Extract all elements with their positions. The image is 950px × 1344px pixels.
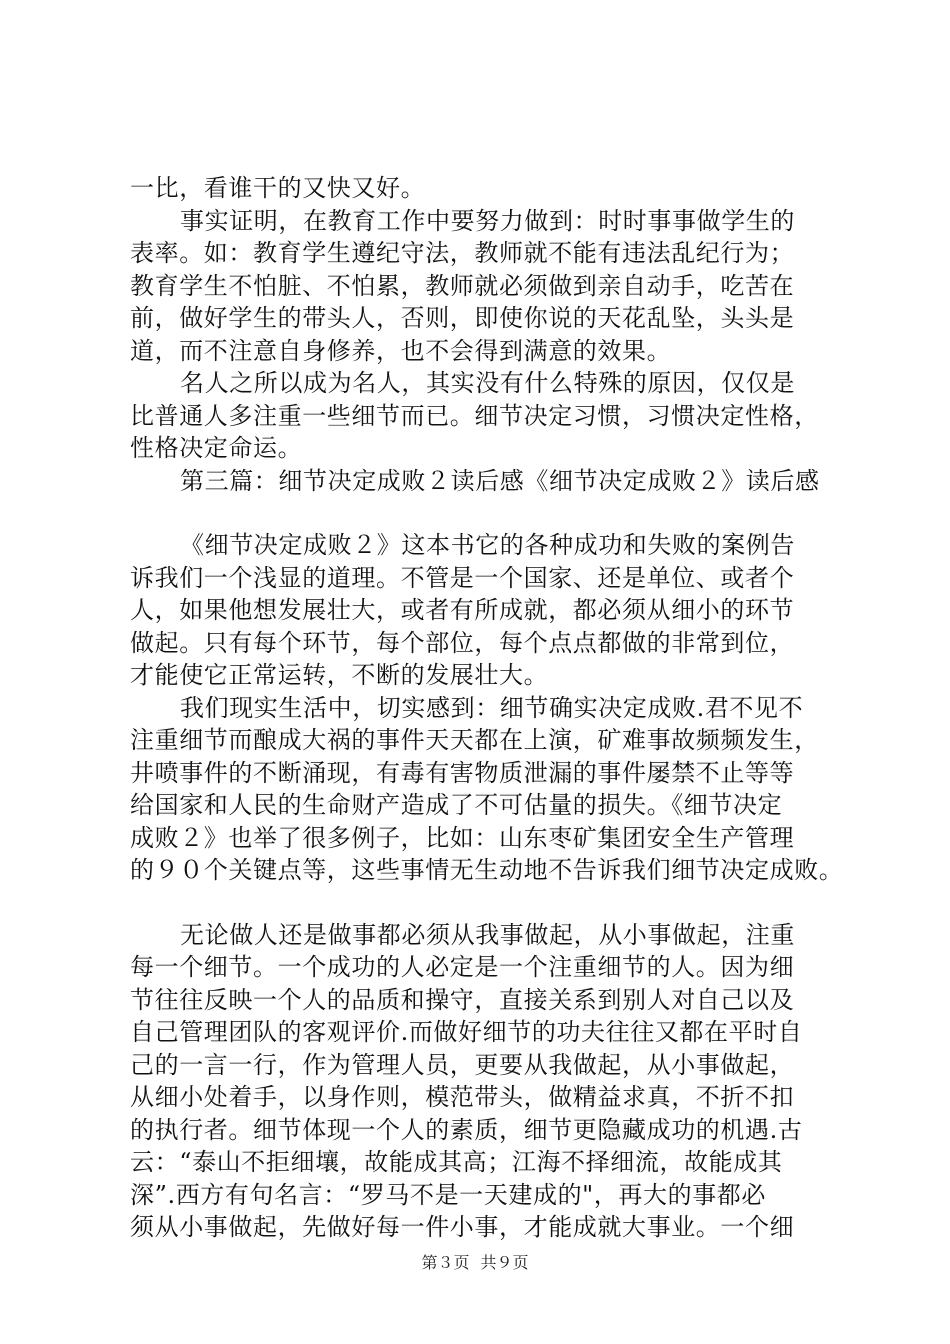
text-line: 教育学生不怕脏、不怕累，教师就必须做到亲自动手，吃苦在 — [130, 271, 795, 300]
text-line: 节往往反映一个人的品质和操守，直接关系到别人对自己以及 — [130, 985, 795, 1014]
text-line: 云：“泰山不拒细壤，故能成其高；江海不择细流，故能成其 — [130, 1148, 783, 1176]
text-line: 深”.西方有句名言：“罗马不是一天建成的"，再大的事都必 — [130, 1180, 767, 1209]
document-body — [130, 172, 844, 1244]
paragraph-start-line: 《细节决定成败２》这本书它的各种成功和失败的案例告 — [180, 531, 795, 559]
text-line: 己的一言一行，作为管理人员，更要从我做起，从小事做起， — [130, 1050, 795, 1079]
paragraph-start-line: 事实证明，在教育工作中要努力做到：时时事事做学生的 — [180, 206, 795, 235]
page-footer — [0, 1250, 950, 1273]
paragraph-start-line: 我们现实生活中，切实感到：细节确实决定成败.君不见不 — [180, 693, 804, 722]
section-heading: 第三篇：细节决定成败２读后感《细节决定成败２》读后感 — [180, 466, 820, 495]
page-total: 共９页 — [480, 1253, 529, 1272]
text-line: 一比，看谁干的又快又好。 — [130, 174, 426, 202]
paragraph-gap — [130, 497, 835, 529]
text-line: 诉我们一个浅显的道理。不管是一个国家、还是单位、或者个 — [130, 563, 795, 592]
text-line: 人，如果他想发展壮大，或者有所成就，都必须从细小的环节 — [130, 596, 795, 624]
text-line: 自己管理团队的客观评价.而做好细节的功夫往往又都在平时自 — [130, 1018, 803, 1046]
paragraph-start-line: 无论做人还是做事都必须从我事做起，从小事做起，注重 — [180, 920, 795, 949]
text-line: 成败２》也举了很多例子，比如：山东枣矿集团安全生产管理 — [130, 823, 795, 852]
text-line: 表率。如：教育学生遵纪守法，教师就不能有违法乱纪行为； — [130, 239, 795, 267]
text-line: 注重细节而酿成大祸的事件天天都在上演，矿难事故频频发生， — [130, 726, 819, 754]
text-line: 比普通人多注重一些细节而已。细节决定习惯，习惯决定性格， — [130, 401, 819, 430]
text-line: 做起。只有每个环节，每个部位，每个点点都做的非常到位， — [130, 628, 795, 657]
text-line: 性格决定命运。 — [130, 434, 303, 462]
text-line: 的９０个关键点等，这些事情无生动地不告诉我们细节决定成败。 — [130, 856, 844, 884]
text-line: 每一个细节。一个成功的人必定是一个注重细节的人。因为细 — [130, 953, 795, 981]
text-line: 从细小处着手，以身作则，模范带头，做精益求真，不折不扣 — [130, 1083, 795, 1111]
text-line: 才能使它正常运转，不断的发展壮大。 — [130, 661, 549, 689]
text-line: 须从小事做起，先做好每一件小事，才能成就大事业。一个细 — [130, 1213, 795, 1241]
text-line: 的执行者。细节体现一个人的素质，细节更隐藏成功的机遇.古 — [130, 1115, 803, 1144]
text-line: 道，而不注意自身修养，也不会得到满意的效果。 — [130, 336, 672, 365]
paragraph-start-line: 名人之所以成为名人，其实没有什么特殊的原因，仅仅是 — [180, 369, 795, 397]
page-number: 第３页 — [421, 1253, 470, 1272]
text-line: 给国家和人民的生命财产造成了不可估量的损失。《细节决定 — [130, 791, 783, 819]
paragraph-gap — [130, 887, 835, 919]
text-line: 井喷事件的不断涌现，有毒有害物质泄漏的事件屡禁不止等等 — [130, 758, 795, 787]
text-line: 前，做好学生的带头人，否则，即使你说的天花乱坠，头头是 — [130, 304, 795, 332]
